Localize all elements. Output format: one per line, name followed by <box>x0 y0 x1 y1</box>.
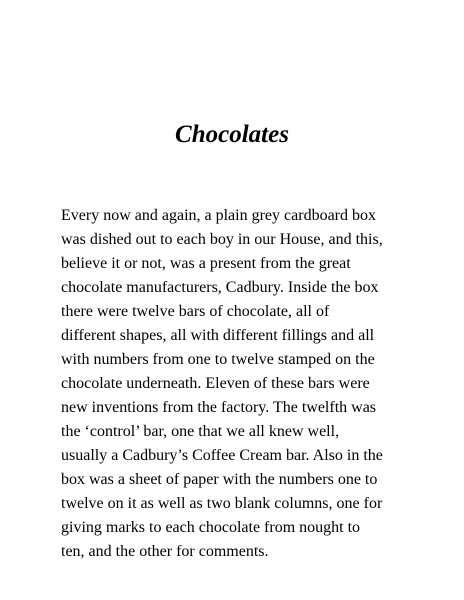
paragraph-line: with numbers from one to twelve stamped on the <box>61 351 375 368</box>
paragraph-line: ten, and the other for comments. <box>61 543 269 560</box>
paragraph-line: was dished out to each boy in our House, and this, <box>61 231 383 248</box>
paragraph-line: there were twelve bars of chocolate, all of <box>61 303 330 320</box>
paragraph-line: box was a sheet of paper with the numbers one to <box>61 471 378 488</box>
paragraph-line: different shapes, all with different fillings and all <box>61 327 375 344</box>
paragraph-line: new inventions from the factory. The twelfth was <box>61 399 377 416</box>
paragraph-line: twelve on it as well as two blank columns, one for <box>61 495 383 512</box>
paragraph-line: usually a Cadbury’s Coffee Cream bar. Also in the <box>61 447 383 464</box>
chapter-title: Chocolates <box>175 121 289 148</box>
paragraph-line: giving marks to each chocolate from nought to <box>61 519 361 536</box>
body-paragraph <box>61 204 411 564</box>
paragraph-line: believe it or not, was a present from the great <box>61 255 351 272</box>
paragraph-line: Every now and again, a plain grey cardboard box <box>61 207 376 224</box>
paragraph-line: the ‘control’ bar, one that we all knew well, <box>61 423 340 440</box>
paragraph-line: chocolate manufacturers, Cadbury. Inside the box <box>61 279 379 296</box>
paragraph-line: chocolate underneath. Eleven of these bars were <box>61 375 370 392</box>
